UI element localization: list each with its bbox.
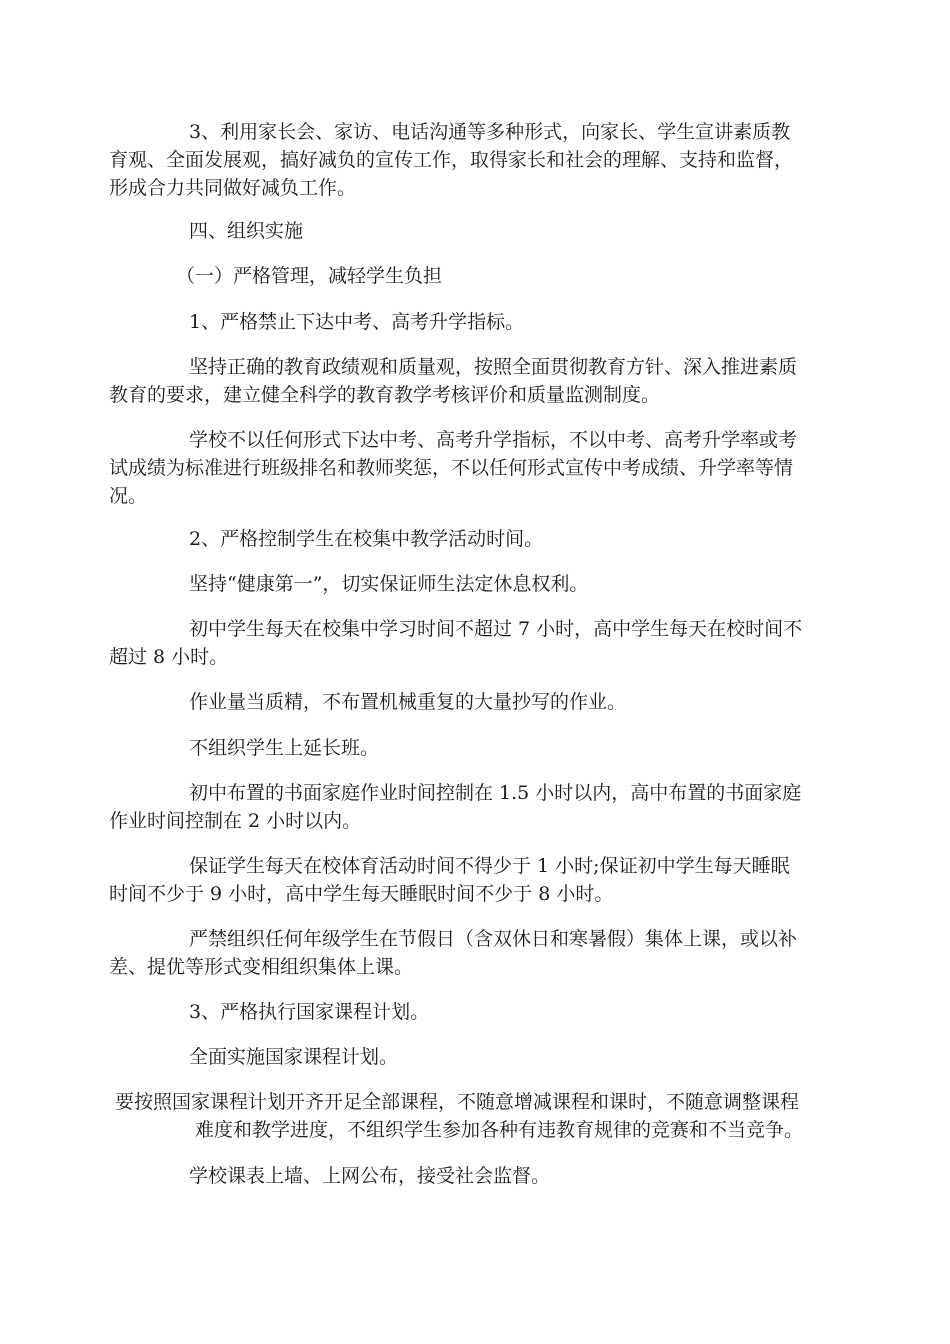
text-line: 况。: [109, 485, 148, 507]
section-heading: 四、组织实施: [189, 220, 304, 242]
item-heading: 3、严格执行国家课程计划。: [189, 1001, 430, 1023]
text-line: 坚持正确的教育政绩观和质量观，按照全面贯彻教育方针、深入推进素质: [189, 356, 798, 378]
text-line: 严禁组织任何年级学生在节假日（含双休日和寒暑假）集体上课，或以补: [189, 928, 798, 950]
text-line: 初中布置的书面家庭作业时间控制在 1.5 小时以内，高中布置的书面家庭: [189, 782, 802, 804]
text-line: 不组织学生上延长班。: [189, 737, 380, 759]
text-line: 3、利用家长会、家访、电话沟通等多种形式，向家长、学生宣讲素质教: [189, 121, 791, 143]
text-line: 坚持“健康第一”，切实保证师生法定休息权利。: [189, 573, 589, 595]
text-line: 形成合力共同做好减负工作。: [109, 177, 357, 199]
text-line: 学校课表上墙、上网公布，接受社会监督。: [189, 1165, 551, 1187]
text-line: 育观、全面发展观，搞好减负的宣传工作，取得家长和社会的理解、支持和监督，: [109, 149, 794, 171]
text-line: 超过 8 小时。: [109, 646, 229, 668]
text-line: 教育的要求，建立健全科学的教育教学考核评价和质量监测制度。: [109, 384, 661, 406]
text-line: 保证学生每天在校体育活动时间不得少于 1 小时;保证初中学生每天睡眠: [189, 855, 790, 877]
text-line: 试成绩为标准进行班级排名和教师奖惩，不以任何形式宣传中考成绩、升学率等情: [109, 457, 794, 479]
text-line: 要按照国家课程计划开齐开足全部课程，不随意增减课程和课时，不随意调整课程: [115, 1091, 800, 1113]
subsection-heading: （一）严格管理，减轻学生负担: [176, 265, 443, 287]
text-line: 时间不少于 9 小时，高中学生每天睡眠时间不少于 8 小时。: [109, 883, 614, 905]
text-line: 作业时间控制在 2 小时以内。: [109, 810, 362, 832]
text-line: 全面实施国家课程计划。: [189, 1046, 399, 1068]
text-line: 学校不以任何形式下达中考、高考升学指标，不以中考、高考升学率或考: [189, 429, 798, 451]
text-line: 初中学生每天在校集中学习时间不超过 7 小时，高中学生每天在校时间不: [189, 618, 803, 640]
text-line: 差、提优等形式变相组织集体上课。: [109, 956, 414, 978]
text-line: 难度和教学进度，不组织学生参加各种有违教育规律的竞赛和不当竞争。: [195, 1119, 804, 1141]
item-heading: 2、严格控制学生在校集中教学活动时间。: [189, 528, 544, 550]
item-heading: 1、严格禁止下达中考、高考升学指标。: [189, 311, 525, 333]
text-line: 作业量当质精，不布置机械重复的大量抄写的作业。: [189, 691, 627, 713]
